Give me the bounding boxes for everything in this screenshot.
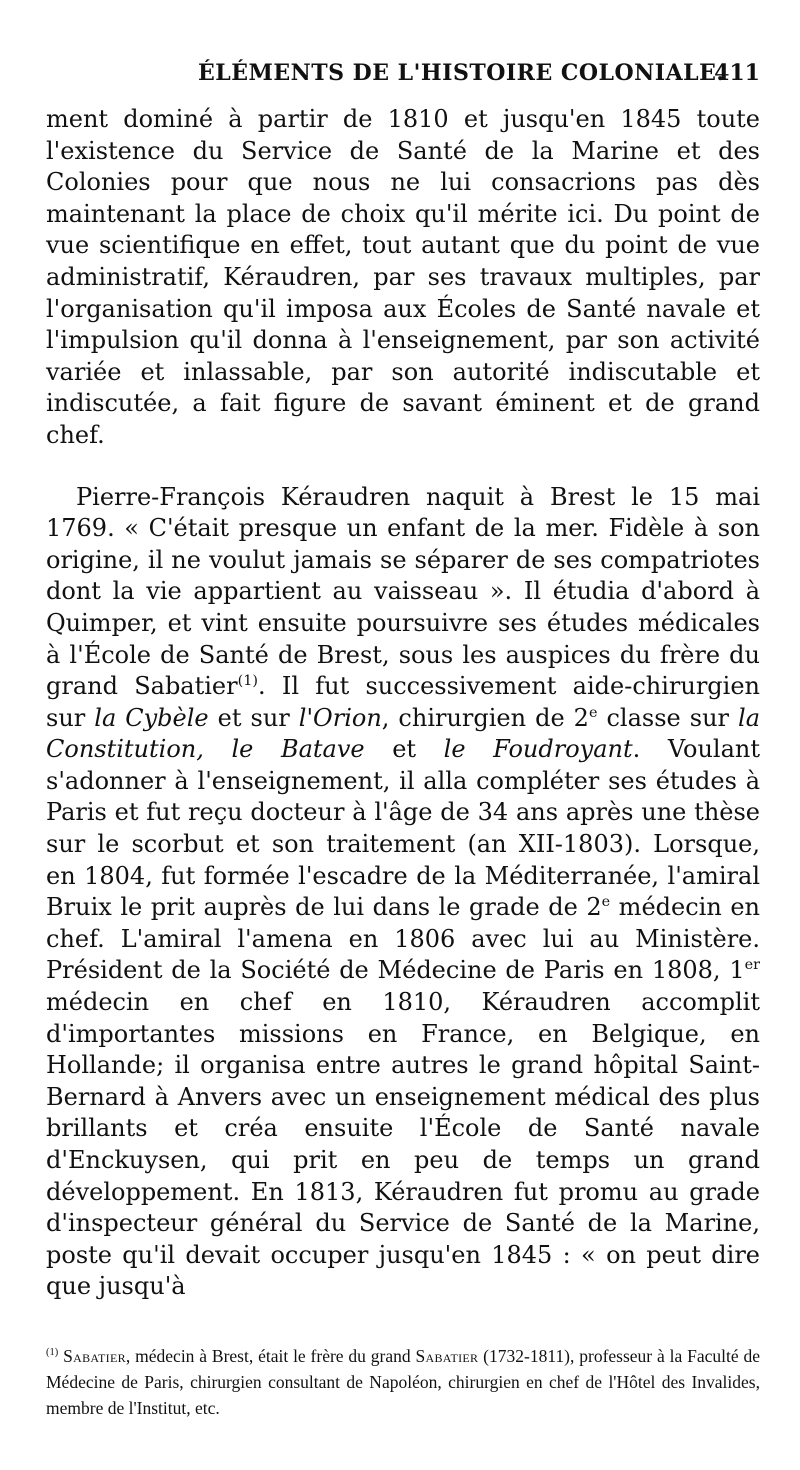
p2-text-d: , chirurgien de 2 [381,703,589,732]
page-number: 411 [714,60,760,86]
footnote-name-2: Sabatier [415,1345,479,1366]
ship-name-orion: l'Orion [298,703,382,732]
footnote-1 [46,1343,760,1421]
p2-text-a: Pierre-François Kéraudren naquit à Brest le 15 mai 1769. « C'était presque un enfant de la mer. Fidèle à son origine, il ne voulut jamais se séparer de ses compatriotes dont la vie appartient au vaisseau ». Il étudia d'abord à Quimper, et vint ensuite poursuivre ses études médicales à l'École de Santé de Brest, sous les auspices du frère du grand Sabatier [46,482,760,701]
p2-text-b: . Il fut successivement aide-chirurgien sur [46,672,760,732]
p2-text-h: médecin en chef. L'amiral l'amena en 1806 avec lui au Ministère. Président de la Société de Médecine de Paris en 1808, 1 [46,893,760,985]
ship-name-cybele: la Cybèle [94,703,209,732]
p2-text-f: et [364,735,444,764]
ordinal-suffix-2: e [601,894,611,911]
ordinal-suffix: e [588,704,598,721]
footnote-name-1: Sabatier [63,1345,126,1366]
paragraph-1: ment dominé à partir de 1810 et jusqu'en 1845 toute l'existence du Service de Santé de la Marine et des Colonies pour que nous ne lui consacrions pas dès maintenant la place de choix qu'il mérite ici. Du point de vue scientifique en effet, tout autant que du point de vue administratif, Kéraudren, par ses travaux multiples, par l'organisation qu'il imposa aux Écoles de Santé navale et l'impulsion qu'il donna à l'enseignement, par son activité variée et inlassable, par son autorité indiscutable et indiscutée, a fait figure de savant éminent et de grand chef. [46,105,760,449]
p2-text-i: médecin en chef en 1810, Kéraudren accomplit d'importantes missions en France, en Belgique, en Hollande; il organisa entre autres le grand hôpital Saint-Bernard à Anvers avec un enseignement médical des plus brillants et créa ensuite l'École de Santé navale d'Enckuysen, qui prit en peu de temps un grand développement. En 1813, Kéraudren fut promu au grade d'inspecteur général du Service de Santé de la Marine, poste qu'il devait occuper jusqu'en 1845 : « on peut dire que jusqu'à [46,988,760,1301]
ordinal-suffix-er: er [744,957,760,974]
paragraph-2 [46,482,760,1303]
main-text [46,104,760,1303]
footnote-marker: (1) [46,1347,59,1359]
ship-name-foudroyant: le Foudroyant [443,735,633,764]
p2-text-c: et sur [208,703,299,732]
p2-text-e: classe sur [597,703,739,732]
p2-text-g: . Voulant s'adonner à l'enseignement, il alla compléter ses études à Paris et fut reçu docteur à l'âge de 34 ans après une thèse sur le scorbut et son traitement (an XII-1803). Lorsque, en 1804, fut formée l'escadre de la Méditerranée, l'amiral Bruix le prit auprès de lui dans le grade de 2 [46,735,760,922]
footnote-reference: (1) [237,673,258,690]
footnotes [46,1343,760,1421]
footnote-text-b: (1732-1811), professeur à la Faculté de Médecine de Paris, chirurgien consultant de Napoléon, chirurgien en chef de l'Hôtel des Invalides, membre de l'Institut, etc. [46,1345,760,1418]
ship-names-constitution-batave: la Constitution, le Batave [46,703,761,764]
footnote-text-a: , médecin à Brest, était le frère du grand [125,1345,416,1366]
page-header [46,0,760,104]
running-title: ÉLÉMENTS DE L'HISTOIRE COLONIALE. [198,60,725,86]
